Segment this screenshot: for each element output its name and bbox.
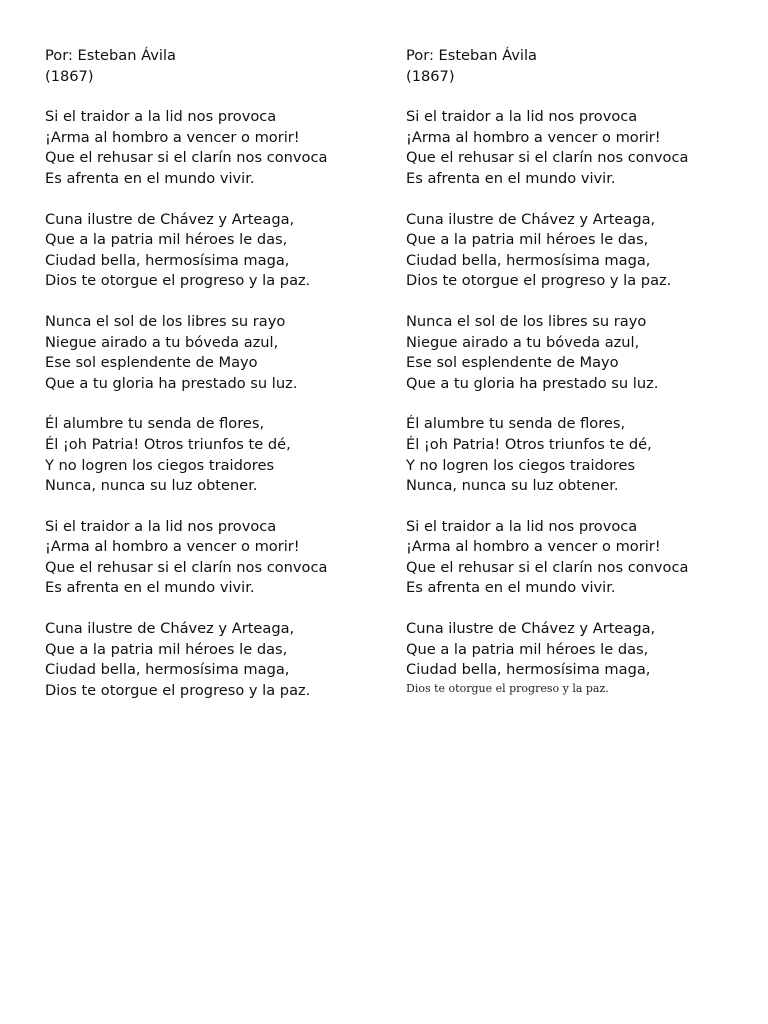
verse-line: Él alumbre tu senda de flores,	[406, 415, 626, 433]
right-column	[406, 46, 756, 697]
verse-line: Que a tu gloria ha prestado su luz.	[45, 374, 298, 392]
stanza-5	[406, 517, 756, 599]
verse-line: ¡Arma al hombro a vencer o morir!	[406, 128, 661, 146]
verse-line: Que a la patria mil héroes le das,	[406, 231, 649, 249]
author-line: Por: Esteban Ávila	[406, 47, 537, 64]
verse-line: Ese sol esplendente de Mayo	[406, 354, 619, 372]
verse-line: Niegue airado a tu bóveda azul,	[406, 333, 640, 351]
verse-line: Cuna ilustre de Chávez y Arteaga,	[406, 210, 656, 228]
verse-line: Dios te otorgue el progreso y la paz.	[406, 272, 672, 290]
verse-line: Ciudad bella, hermosísima maga,	[406, 661, 651, 679]
stanza-3	[45, 312, 395, 394]
verse-line: Nunca el sol de los libres su rayo	[45, 312, 286, 330]
author-line: Por: Esteban Ávila	[45, 47, 176, 64]
verse-line: Que a la patria mil héroes le das,	[45, 231, 288, 249]
verse-line: Él ¡oh Patria! Otros triunfos te dé,	[45, 435, 291, 453]
verse-line: Cuna ilustre de Chávez y Arteaga,	[45, 620, 295, 638]
verse-line: Él ¡oh Patria! Otros triunfos te dé,	[406, 435, 652, 453]
verse-line: Dios te otorgue el progreso y la paz.	[45, 272, 311, 290]
left-header	[45, 46, 395, 87]
stanza-1	[406, 107, 756, 189]
verse-line: Que el rehusar si el clarín nos convoca	[406, 558, 689, 576]
verse-line: Si el traidor a la lid nos provoca	[406, 108, 638, 126]
verse-line: Es afrenta en el mundo vivir.	[45, 169, 255, 187]
verse-line: Ciudad bella, hermosísima maga,	[45, 661, 290, 679]
verse-line: Cuna ilustre de Chávez y Arteaga,	[45, 210, 295, 228]
year-line: (1867)	[45, 67, 94, 85]
verse-line: ¡Arma al hombro a vencer o morir!	[406, 538, 661, 556]
verse-line: Y no logren los ciegos traidores	[406, 456, 636, 474]
verse-line: Si el traidor a la lid nos provoca	[45, 108, 277, 126]
year-line: (1867)	[406, 67, 455, 85]
verse-line: Ese sol esplendente de Mayo	[45, 354, 258, 372]
verse-line: Nunca el sol de los libres su rayo	[406, 312, 647, 330]
verse-line: Que a la patria mil héroes le das,	[406, 640, 649, 658]
verse-line: Que el rehusar si el clarín nos convoca	[45, 558, 328, 576]
verse-line: Cuna ilustre de Chávez y Arteaga,	[406, 620, 656, 638]
verse-line: Dios te otorgue el progreso y la paz.	[45, 681, 311, 699]
stanza-5	[45, 517, 395, 599]
verse-line: Y no logren los ciegos traidores	[45, 456, 275, 474]
verse-line: Niegue airado a tu bóveda azul,	[45, 333, 279, 351]
left-column	[45, 46, 395, 701]
verse-line-small: Dios te otorgue el progreso y la paz.	[406, 681, 609, 695]
verse-line: Es afrenta en el mundo vivir.	[406, 169, 616, 187]
stanza-6	[45, 619, 395, 701]
stanza-3	[406, 312, 756, 394]
verse-line: Ciudad bella, hermosísima maga,	[406, 251, 651, 269]
verse-line: Es afrenta en el mundo vivir.	[406, 579, 616, 597]
verse-line: Es afrenta en el mundo vivir.	[45, 579, 255, 597]
verse-line: Él alumbre tu senda de flores,	[45, 415, 265, 433]
verse-line: Nunca, nunca su luz obtener.	[45, 477, 258, 495]
stanza-2	[406, 210, 756, 292]
stanza-6	[406, 619, 756, 697]
verse-line: ¡Arma al hombro a vencer o morir!	[45, 128, 300, 146]
stanza-2	[45, 210, 395, 292]
verse-line: Que el rehusar si el clarín nos convoca	[406, 149, 689, 167]
verse-line: Que a tu gloria ha prestado su luz.	[406, 374, 659, 392]
verse-line: Ciudad bella, hermosísima maga,	[45, 251, 290, 269]
verse-line: Nunca, nunca su luz obtener.	[406, 477, 619, 495]
verse-line: Que el rehusar si el clarín nos convoca	[45, 149, 328, 167]
verse-line: ¡Arma al hombro a vencer o morir!	[45, 538, 300, 556]
stanza-4	[406, 414, 756, 496]
verse-line: Si el traidor a la lid nos provoca	[406, 517, 638, 535]
verse-line: Si el traidor a la lid nos provoca	[45, 517, 277, 535]
right-header	[406, 46, 756, 87]
verse-line: Que a la patria mil héroes le das,	[45, 640, 288, 658]
stanza-4	[45, 414, 395, 496]
stanza-1	[45, 107, 395, 189]
